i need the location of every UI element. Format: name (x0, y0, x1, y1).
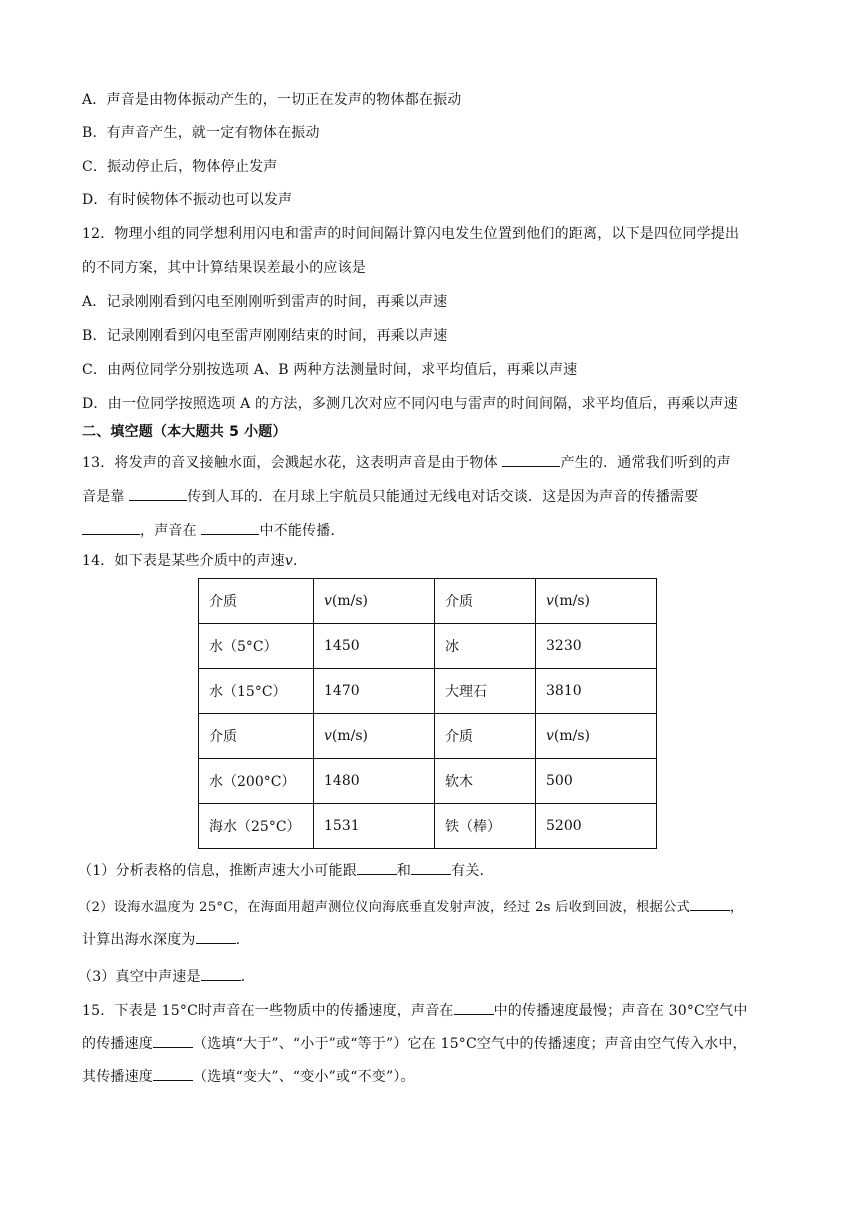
q15-line2 (82, 1033, 747, 1054)
q14-sub2-text-a: （2）设海水温度为 25°C，在海面用超声测位仪向海底垂直发射声波，经过 2s 后收到回波，根据公式 (78, 900, 691, 915)
q14-sub2-line1 (78, 896, 744, 918)
q14-stem (82, 551, 307, 571)
table-cell (314, 579, 435, 624)
table-cell: 水（15°C） (199, 669, 314, 714)
table-cell: 1450 (314, 624, 435, 669)
section-title-fill-in: 二、填空题（本大题共 5 小题） (82, 424, 287, 440)
answer-blank[interactable] (82, 520, 140, 535)
q15-text-2a: 的传播速度 (82, 1036, 153, 1052)
q12-stem-line2: 的不同方案，其中计算结果误差最小的应该是 (82, 260, 366, 276)
q15-text-1a: 15．下表是 15°C时声音在一些物质中的传播速度，声音在 (82, 1003, 454, 1019)
answer-blank[interactable] (690, 896, 730, 911)
q14-stem-variable: v (284, 553, 293, 569)
q15-line3 (82, 1066, 415, 1087)
speed-variable: v (546, 728, 554, 744)
q13-line1 (82, 452, 731, 473)
answer-blank[interactable] (153, 1033, 193, 1048)
table-cell: 铁（棒） (435, 804, 536, 849)
sound-speed-table (198, 578, 657, 849)
table-cell: 冰 (435, 624, 536, 669)
table-cell: 1480 (314, 759, 435, 804)
answer-blank[interactable] (502, 452, 560, 467)
speed-unit: (m/s) (331, 728, 369, 744)
q12-option-b: B．记录刚刚看到闪电至雷声刚刚结束的时间，再乘以声速 (82, 328, 448, 344)
q11-option-b: B．有声音产生，就一定有物体在振动 (82, 125, 320, 141)
q14-sub1 (78, 860, 484, 881)
table-cell (314, 714, 435, 759)
q13-text-3a: ，声音在 (140, 523, 202, 539)
answer-blank[interactable] (201, 520, 259, 535)
q13-text-2a: 音是靠 (82, 489, 130, 505)
table-row (199, 624, 657, 669)
table-cell: 500 (536, 759, 657, 804)
q13-line2 (82, 486, 698, 507)
q15-text-3a: 其传播速度 (82, 1069, 153, 1085)
q14-sub3-text-b: . (240, 969, 246, 985)
table-cell: 1470 (314, 669, 435, 714)
q14-sub2-text-c: 计算出海水深度为 (82, 932, 196, 948)
table-cell: 3230 (536, 624, 657, 669)
q13-line3 (82, 520, 345, 541)
table-cell: 海水（25°C） (199, 804, 314, 849)
speed-variable: v (324, 728, 332, 744)
table-cell (536, 714, 657, 759)
q14-sub1-text-c: 有关. (451, 863, 485, 879)
table-cell: 介质 (199, 714, 314, 759)
q13-text-2b: 传到人耳的．在月球上宇航员只能通过无线电对话交谈．这是因为声音的传播需要 (187, 489, 699, 505)
q11-option-d: D．有时候物体不振动也可以发声 (82, 192, 293, 208)
q11-option-a: A．声音是由物体振动产生的，一切正在发声的物体都在振动 (82, 92, 462, 108)
q14-sub2-text-d: . (235, 932, 241, 948)
speed-variable: v (546, 593, 554, 609)
q14-stem-end: ． (292, 553, 308, 569)
q14-sub1-text-b: 和 (396, 863, 412, 879)
table-cell: 水（200°C） (199, 759, 314, 804)
table-cell: 水（5°C） (199, 624, 314, 669)
answer-blank[interactable] (129, 486, 187, 501)
q14-sub2-text-b: ， (730, 900, 744, 915)
table-cell: 1531 (314, 804, 435, 849)
table-cell: 大理石 (435, 669, 536, 714)
answer-blank[interactable] (454, 1000, 494, 1015)
table-cell: 5200 (536, 804, 657, 849)
q12-option-d: D．由一位同学按照选项 A 的方法，多测几次对应不同闪电与雷声的时间间隔，求平均值后，再乘以声速 (82, 396, 738, 412)
table-row (199, 714, 657, 759)
table-cell: 介质 (435, 579, 536, 624)
answer-blank[interactable] (153, 1066, 193, 1081)
table-row (199, 804, 657, 849)
q13-text-3b: 中不能传播． (259, 523, 345, 539)
table-cell: 介质 (435, 714, 536, 759)
speed-unit: (m/s) (553, 728, 591, 744)
speed-unit: (m/s) (331, 593, 369, 609)
q13-text-1b: 产生的．通常我们听到的声 (560, 455, 731, 471)
table-row (199, 579, 657, 624)
speed-variable: v (324, 593, 332, 609)
q15-text-3b: （选填“变大”、“变小”或“不变”）。 (193, 1069, 415, 1085)
table-cell: 软木 (435, 759, 536, 804)
q14-stem-text: 14．如下表是某些介质中的声速 (82, 553, 285, 569)
answer-blank[interactable] (357, 860, 397, 875)
q12-option-c: C．由两位同学分别按选项 A、B 两种方法测量时间，求平均值后，再乘以声速 (82, 362, 578, 378)
q15-line1 (82, 1000, 748, 1021)
q12-option-a: A．记录刚刚看到闪电至刚刚听到雷声的时间，再乘以声速 (82, 294, 448, 310)
table-row (199, 759, 657, 804)
q14-sub3-text-a: （3）真空中声速是 (78, 969, 201, 985)
speed-unit: (m/s) (553, 593, 591, 609)
table-cell (536, 579, 657, 624)
q14-sub1-text-a: （1）分析表格的信息，推断声速大小可能跟 (78, 863, 357, 879)
answer-blank[interactable] (411, 860, 451, 875)
q14-sub2-line2 (82, 929, 240, 950)
table-cell: 3810 (536, 669, 657, 714)
q14-sub3 (78, 966, 245, 987)
answer-blank[interactable] (196, 929, 236, 944)
q15-text-2b: （选填“大于”、“小于”或“等于”）它在 15°C空气中的传播速度；声音由空气传入水中， (193, 1036, 747, 1052)
q12-stem-line1: 12．物理小组的同学想利用闪电和雷声的时间间隔计算闪电发生位置到他们的距离，以下是四位同学提出 (82, 226, 740, 242)
answer-blank[interactable] (201, 966, 241, 981)
q15-text-1b: 中的传播速度最慢；声音在 30°C空气中 (493, 1003, 748, 1019)
table-cell: 介质 (199, 579, 314, 624)
q11-option-c: C．振动停止后，物体停止发声 (82, 159, 278, 175)
q13-text-1a: 13．将发声的音叉接触水面，会溅起水花，这表明声音是由于物体 (82, 455, 503, 471)
table-row (199, 669, 657, 714)
